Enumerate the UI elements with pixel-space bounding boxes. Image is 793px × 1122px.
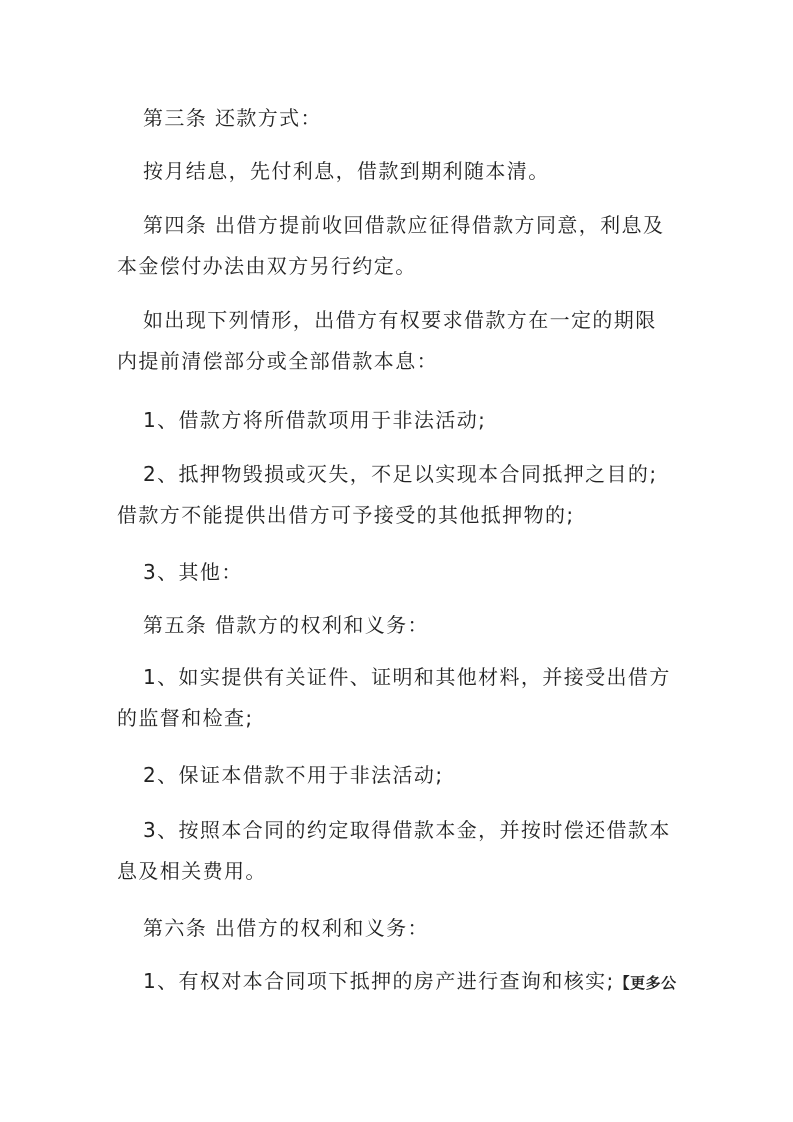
paragraph-lender-right-1 [117, 961, 677, 1004]
paragraph-article-3-title: 第三条 还款方式： [143, 106, 322, 130]
paragraph-article-4: 第四条 出借方提前收回借款应征得借款方同意，利息及本金偿付办法由双方另行约定。 [117, 213, 665, 278]
paragraph-repayment-method: 按月结息，先付利息，借款到期利随本清。 [143, 159, 550, 183]
paragraph-early-repayment-conditions: 如出现下列情形，出借方有权要求借款方在一定的期限内提前清偿部分或全部借款本息： [117, 308, 657, 373]
paragraph-borrower-duty-3: 3、按照本合同的约定取得借款本金，并按时偿还借款本息及相关费用。 [117, 818, 671, 883]
paragraph-article-5-title: 第五条 借款方的权利和义务： [143, 613, 429, 637]
paragraph-condition-2: 2、抵押物毁损或灭失，不足以实现本合同抵押之目的;借款方不能提供出借方可予接受的其他抵押物的; [117, 462, 658, 527]
paragraph-condition-1: 1、借款方将所借款项用于非法活动; [143, 408, 487, 432]
paragraph-article-6-title: 第六条 出借方的权利和义务： [143, 916, 429, 940]
paragraph-condition-3: 3、其他： [143, 560, 243, 584]
more-link-text: 【更多公 [614, 974, 677, 992]
paragraph-lender-right-1-text: 1、有权对本合同项下抵押的房产进行查询和核实; [143, 969, 615, 993]
paragraph-borrower-duty-1: 1、如实提供有关证件、证明和其他材料，并接受出借方的监督和检查; [117, 665, 671, 730]
paragraph-borrower-duty-2: 2、保证本借款不用于非法活动; [143, 763, 444, 787]
